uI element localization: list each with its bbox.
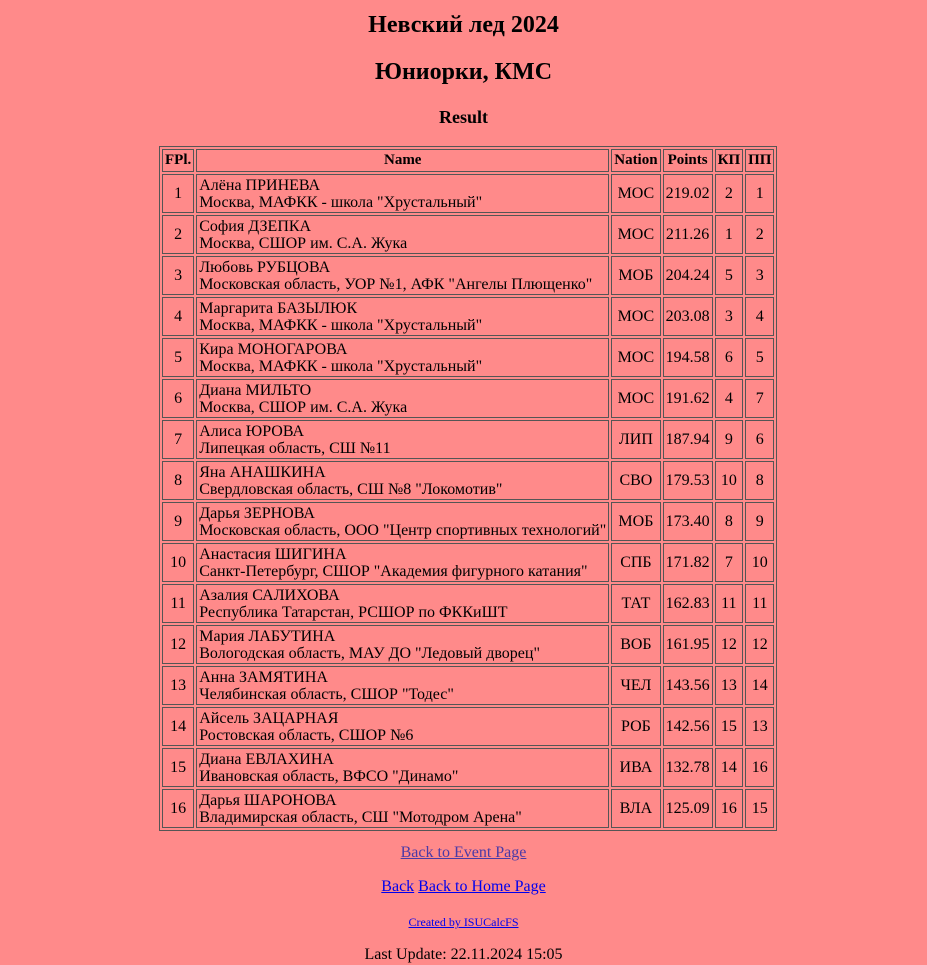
nation-cell: ВОБ [611, 625, 660, 664]
nation-cell: МОС [611, 215, 660, 254]
points-cell: 142.56 [663, 707, 713, 746]
fs-place-cell: 15 [745, 789, 774, 828]
table-header-row [162, 149, 774, 172]
results-table [159, 146, 777, 831]
created-by-link[interactable]: Created by ISUCalcFS [408, 915, 519, 929]
table-row [162, 420, 774, 459]
fs-place-cell: 11 [745, 584, 774, 623]
skater-name: Айсель ЗАЦАРНАЯ [199, 709, 339, 727]
fs-place-cell: 8 [745, 461, 774, 500]
table-row [162, 379, 774, 418]
back-link[interactable]: Back [381, 878, 415, 895]
name-cell [196, 666, 609, 705]
header-name: Name [196, 149, 609, 172]
name-cell [196, 461, 609, 500]
place-cell: 2 [162, 215, 194, 254]
points-cell: 194.58 [663, 338, 713, 377]
name-cell [196, 584, 609, 623]
place-cell: 8 [162, 461, 194, 500]
name-cell [196, 707, 609, 746]
sp-place-cell: 15 [715, 707, 744, 746]
sp-place-cell: 1 [715, 215, 744, 254]
fs-place-cell: 2 [745, 215, 774, 254]
place-cell: 3 [162, 256, 194, 295]
place-cell: 16 [162, 789, 194, 828]
place-cell: 13 [162, 666, 194, 705]
skater-club: Липецкая область, СШ №11 [199, 439, 391, 457]
points-cell: 171.82 [663, 543, 713, 582]
skater-name: Мария ЛАБУТИНА [199, 627, 336, 645]
fs-place-cell: 12 [745, 625, 774, 664]
sp-place-cell: 7 [715, 543, 744, 582]
place-cell: 7 [162, 420, 194, 459]
nation-cell: МОБ [611, 256, 660, 295]
skater-name: Анастасия ШИГИНА [199, 545, 347, 563]
sp-place-cell: 4 [715, 379, 744, 418]
sp-place-cell: 11 [715, 584, 744, 623]
table-row [162, 297, 774, 336]
place-cell: 9 [162, 502, 194, 541]
skater-name: Дарья ЗЕРНОВА [199, 504, 315, 522]
place-cell: 1 [162, 174, 194, 213]
skater-name: Анна ЗАМЯТИНА [199, 668, 328, 686]
back-to-event-link[interactable]: Back to Event Page [400, 844, 527, 861]
nation-cell: ЛИП [611, 420, 660, 459]
sp-place-cell: 14 [715, 748, 744, 787]
place-cell: 6 [162, 379, 194, 418]
nation-cell: ВЛА [611, 789, 660, 828]
points-cell: 143.56 [663, 666, 713, 705]
points-cell: 162.83 [663, 584, 713, 623]
header-sp: КП [715, 149, 744, 172]
points-cell: 173.40 [663, 502, 713, 541]
skater-club: Свердловская область, СШ №8 "Локомотив" [199, 480, 503, 498]
place-cell: 12 [162, 625, 194, 664]
table-row [162, 543, 774, 582]
skater-club: Ростовская область, СШОР №6 [199, 726, 414, 744]
created-by-line [0, 914, 927, 930]
nation-cell: МОБ [611, 502, 660, 541]
sp-place-cell: 6 [715, 338, 744, 377]
nation-cell: ИВА [611, 748, 660, 787]
nation-cell: МОС [611, 338, 660, 377]
fs-place-cell: 10 [745, 543, 774, 582]
name-cell [196, 338, 609, 377]
skater-club: Москва, МАФКК - школа "Хрустальный" [199, 316, 483, 334]
name-cell [196, 215, 609, 254]
header-points: Points [663, 149, 713, 172]
skater-name: Маргарита БАЗЫЛЮК [199, 299, 358, 317]
sp-place-cell: 16 [715, 789, 744, 828]
nation-cell: МОС [611, 174, 660, 213]
place-cell: 14 [162, 707, 194, 746]
back-to-home-link[interactable]: Back to Home Page [418, 878, 546, 895]
table-row [162, 256, 774, 295]
name-cell [196, 543, 609, 582]
nation-cell: РОБ [611, 707, 660, 746]
points-cell: 191.62 [663, 379, 713, 418]
table-row [162, 502, 774, 541]
fs-place-cell: 9 [745, 502, 774, 541]
skater-club: Владимирская область, СШ "Мотодром Арена" [199, 808, 522, 826]
points-cell: 211.26 [663, 215, 713, 254]
name-cell [196, 420, 609, 459]
sp-place-cell: 9 [715, 420, 744, 459]
table-row [162, 461, 774, 500]
skater-club: Москва, СШОР им. С.А. Жука [199, 398, 408, 416]
skater-club: Москва, СШОР им. С.А. Жука [199, 234, 408, 252]
nation-cell: МОС [611, 379, 660, 418]
table-row [162, 789, 774, 828]
sp-place-cell: 13 [715, 666, 744, 705]
header-fs: ПП [745, 149, 774, 172]
place-cell: 5 [162, 338, 194, 377]
points-cell: 219.02 [663, 174, 713, 213]
sp-place-cell: 5 [715, 256, 744, 295]
nation-cell: ТАТ [611, 584, 660, 623]
points-cell: 203.08 [663, 297, 713, 336]
sp-place-cell: 12 [715, 625, 744, 664]
skater-name: Диана МИЛЬТО [199, 381, 312, 399]
back-home-line [0, 877, 927, 897]
skater-name: Дарья ШАРОНОВА [199, 791, 337, 809]
skater-name: Яна АНАШКИНА [199, 463, 326, 481]
table-row [162, 625, 774, 664]
event-title: Невский лед 2024 [368, 12, 559, 38]
skater-club: Челябинская область, СШОР "Тодес" [199, 685, 454, 703]
skater-club: Москва, МАФКК - школа "Хрустальный" [199, 357, 483, 375]
name-cell [196, 174, 609, 213]
skater-name: Кира МОНОГАРОВА [199, 340, 348, 358]
fs-place-cell: 4 [745, 297, 774, 336]
skater-name: Любовь РУБЦОВА [199, 258, 331, 276]
nation-cell: МОС [611, 297, 660, 336]
skater-club: Ивановская область, ВФСО "Динамо" [199, 767, 459, 785]
name-cell [196, 748, 609, 787]
result-heading: Result [439, 107, 488, 127]
header-nation: Nation [611, 149, 660, 172]
points-cell: 179.53 [663, 461, 713, 500]
skater-name: София ДЗЕПКА [199, 217, 312, 235]
points-cell: 132.78 [663, 748, 713, 787]
points-cell: 204.24 [663, 256, 713, 295]
results-body [162, 174, 774, 828]
sp-place-cell: 2 [715, 174, 744, 213]
place-cell: 10 [162, 543, 194, 582]
table-row [162, 584, 774, 623]
table-row [162, 666, 774, 705]
table-row [162, 707, 774, 746]
name-cell [196, 789, 609, 828]
sp-place-cell: 10 [715, 461, 744, 500]
skater-club: Москва, МАФКК - школа "Хрустальный" [199, 193, 483, 211]
points-cell: 125.09 [663, 789, 713, 828]
place-cell: 4 [162, 297, 194, 336]
skater-name: Диана ЕВЛАХИНА [199, 750, 334, 768]
header-place: FPl. [162, 149, 194, 172]
fs-place-cell: 5 [745, 338, 774, 377]
skater-club: Московская область, ООО "Центр спортивных технологий" [199, 521, 607, 539]
skater-name: Алиса ЮРОВА [199, 422, 305, 440]
nation-cell: ЧЕЛ [611, 666, 660, 705]
table-row [162, 174, 774, 213]
category-title: Юниорки, КМС [374, 59, 553, 85]
table-row [162, 215, 774, 254]
skater-club: Санкт-Петербург, СШОР "Академия фигурного катания" [199, 562, 588, 580]
skater-name: Азалия САЛИХОВА [199, 586, 340, 604]
last-update: Last Update: 22.11.2024 15:05 [364, 946, 563, 963]
name-cell [196, 297, 609, 336]
fs-place-cell: 13 [745, 707, 774, 746]
back-event-line [0, 843, 927, 863]
skater-name: Алёна ПРИНЕВА [199, 176, 321, 194]
fs-place-cell: 3 [745, 256, 774, 295]
fs-place-cell: 14 [745, 666, 774, 705]
nation-cell: СПБ [611, 543, 660, 582]
name-cell [196, 379, 609, 418]
fs-place-cell: 16 [745, 748, 774, 787]
sp-place-cell: 8 [715, 502, 744, 541]
sp-place-cell: 3 [715, 297, 744, 336]
name-cell [196, 256, 609, 295]
name-cell [196, 502, 609, 541]
fs-place-cell: 7 [745, 379, 774, 418]
nation-cell: СВО [611, 461, 660, 500]
skater-club: Московская область, УОР №1, АФК "Ангелы Плющенко" [199, 275, 593, 293]
fs-place-cell: 1 [745, 174, 774, 213]
points-cell: 161.95 [663, 625, 713, 664]
points-cell: 187.94 [663, 420, 713, 459]
table-row [162, 748, 774, 787]
skater-club: Республика Татарстан, РСШОР по ФККиШТ [199, 603, 508, 621]
name-cell [196, 625, 609, 664]
table-row [162, 338, 774, 377]
place-cell: 11 [162, 584, 194, 623]
fs-place-cell: 6 [745, 420, 774, 459]
skater-club: Вологодская область, МАУ ДО "Ледовый дворец" [199, 644, 540, 662]
place-cell: 15 [162, 748, 194, 787]
